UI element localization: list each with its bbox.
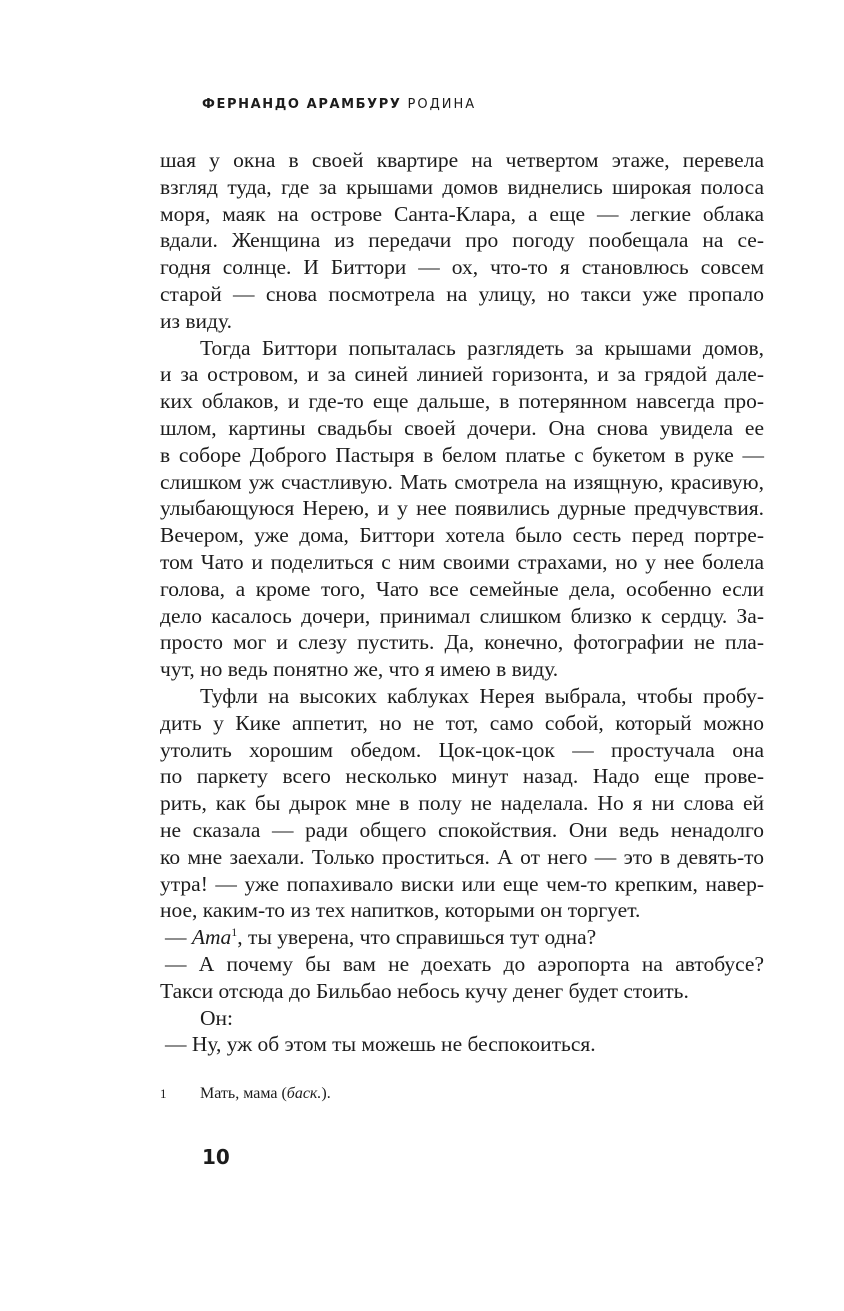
- running-head: [202, 97, 476, 112]
- body-text: [160, 147, 764, 1058]
- text-line: ких облаков, и где-то еще дальше, в потерянном навсегда про-: [160, 389, 764, 414]
- footnote-reference: 1: [231, 924, 238, 939]
- dialogue-line: Такси отсюда до Бильбао небось кучу денег будет стоить.: [160, 978, 689, 1003]
- dialogue-line: [160, 924, 764, 951]
- dialogue-dash: —: [165, 925, 192, 950]
- text-line: дело касалось дочери, принимал слишком близко к сердцу. За-: [160, 603, 764, 628]
- footnote-number: 1: [160, 1086, 167, 1101]
- text-line: голова, а кроме того, Чато все семейные дела, особенно если: [160, 576, 764, 601]
- text-line: из виду.: [160, 308, 232, 333]
- text-line: просто мог и слезу пустить. Да, конечно, фотографии не пла-: [160, 630, 764, 655]
- footnote-text: Мать, мама (: [200, 1085, 287, 1102]
- text-line: моря, маяк на острове Санта-Клара, а еще — легкие облака: [160, 201, 764, 226]
- dialogue-line: — Ну, уж об этом ты можешь не беспокоиться.: [165, 1032, 596, 1057]
- text-line: взгляд туда, где за крышами домов виднелись широкая полоса: [160, 174, 764, 199]
- running-head-author: ФЕРНАНДО АРАМБУРУ: [202, 97, 402, 112]
- text-line: годня солнце. И Биттори — ох, что-то я становлюсь совсем: [160, 255, 764, 280]
- text-line: и за островом, и за синей линией горизонта, и за грядой дале-: [160, 362, 764, 387]
- text-line: Туфли на высоких каблуках Нерея выбрала, чтобы пробу-: [200, 683, 764, 708]
- footnote: [160, 1085, 331, 1103]
- text-line: по паркету всего несколько минут назад. Надо еще прове-: [160, 764, 764, 789]
- text-line: Вечером, уже дома, Биттори хотела было сесть перед портре-: [160, 523, 764, 548]
- text-line: чут, но ведь понятно же, что я имею в виду.: [160, 657, 559, 682]
- dialogue-text: , ты уверена, что справишься тут одна?: [237, 925, 597, 950]
- dialogue-line: Он:: [200, 1005, 234, 1030]
- running-head-title: РОДИНА: [407, 97, 477, 112]
- text-line: утра! — уже попахивало виски или еще чем-то крепким, навер-: [160, 871, 764, 896]
- footnote-text-italic: баск.: [286, 1085, 322, 1102]
- text-line: том Чато и поделиться с ним своими страхами, но у нее болела: [160, 549, 764, 574]
- text-line: утолить хорошим обедом. Цок-цок-цок — простучала она: [160, 737, 764, 762]
- text-line: шлом, картины свадьбы своей дочери. Она снова увидела ее: [160, 415, 764, 440]
- page-number: 10: [202, 1145, 230, 1169]
- text-line: слишком уж счастливую. Мать смотрела на изящную, красивую,: [160, 469, 764, 494]
- text-line: не сказала — ради общего спокойствия. Они ведь ненадолго: [160, 817, 764, 842]
- text-line: шая у окна в своей квартире на четвертом этаже, перевела: [160, 148, 764, 172]
- text-line: рить, как бы дырок мне в полу не наделала. Но я ни слова ей: [160, 791, 764, 816]
- text-line: ко мне заехали. Только проститься. А от него — это в девять-то: [160, 844, 764, 869]
- text-line: ное, каким-то из тех напитков, которыми он торгует.: [160, 898, 641, 923]
- text-line: улыбающуюся Нерею, и у нее появились дурные предчувствия.: [160, 496, 764, 521]
- footnote-text-end: ).: [321, 1085, 331, 1102]
- text-line: дить у Кике аппетит, но не тот, само собой, который можно: [160, 710, 764, 735]
- text-line: Тогда Биттори попыталась разглядеть за крышами домов,: [200, 335, 764, 360]
- dialogue-line: — А почему бы вам не доехать до аэропорта на автобусе?: [165, 951, 764, 976]
- text-line: вдали. Женщина из передачи про погоду пообещала на се-: [160, 228, 764, 253]
- dialogue-basque-word: Ama: [191, 925, 232, 950]
- text-line: в соборе Доброго Пастыря в белом платье с букетом в руке —: [160, 442, 764, 467]
- text-line: старой — снова посмотрела на улицу, но такси уже пропало: [160, 281, 764, 306]
